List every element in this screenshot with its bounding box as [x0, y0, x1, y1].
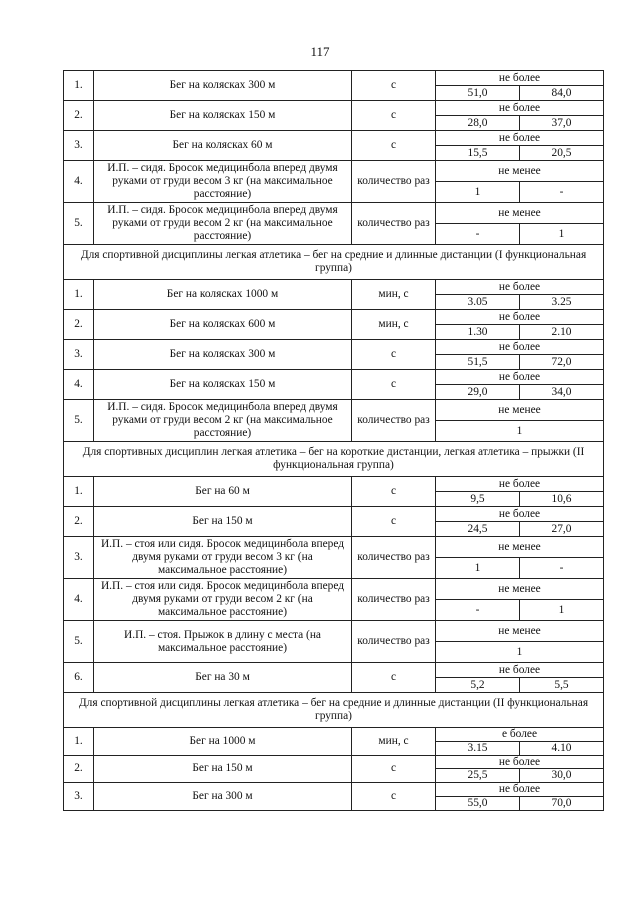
test-name: Бег на колясках 300 м: [94, 340, 352, 370]
norm-value: 30,0: [551, 769, 572, 782]
unit: мин, с: [352, 310, 436, 340]
norm-value: 9,5: [436, 492, 520, 507]
norm-cell: [436, 537, 604, 579]
unit: количество раз: [352, 400, 436, 442]
norm-value: 55,0: [436, 796, 520, 809]
norm-value: 72,0: [551, 355, 572, 368]
row-number: 3.: [64, 537, 94, 579]
norm-value: 84,0: [551, 86, 572, 99]
unit: количество раз: [352, 621, 436, 663]
norm-value: 1.30: [436, 325, 520, 340]
row-number: 2.: [64, 507, 94, 537]
test-name: Бег на колясках 300 м: [94, 71, 352, 101]
row-number: 1.: [64, 728, 94, 756]
norm-header: не более: [436, 280, 603, 295]
table-row: [64, 477, 604, 507]
table-row: [64, 71, 604, 101]
unit: количество раз: [352, 203, 436, 245]
norm-header: не более: [436, 477, 603, 492]
row-number: 1.: [64, 477, 94, 507]
row-number: 5.: [64, 621, 94, 663]
norm-split: [436, 310, 603, 339]
norm-split: [436, 280, 603, 309]
norm-cell: [436, 71, 604, 101]
test-name: Бег на 30 м: [94, 663, 352, 693]
table-body: [64, 71, 604, 811]
row-number: 1.: [64, 71, 94, 101]
norm-value: 25,5: [436, 769, 520, 782]
norm-split: [436, 579, 603, 620]
unit: с: [352, 131, 436, 161]
norm-header: не более: [436, 340, 603, 355]
table-row: [64, 755, 604, 783]
norm-value: -: [436, 224, 520, 245]
table-row: [64, 131, 604, 161]
norm-cell: [436, 507, 604, 537]
norm-header: не более: [436, 370, 603, 385]
norm-cell: [436, 131, 604, 161]
norm-value: 2.10: [551, 325, 572, 338]
norm-split: [436, 71, 603, 100]
norm-value: 1: [558, 603, 565, 616]
norm-value: 70,0: [551, 796, 572, 809]
norm-split: [436, 477, 603, 506]
norm-cell: [436, 400, 604, 442]
table-row: [64, 310, 604, 340]
norm-header: не менее: [436, 621, 603, 642]
norm-cell: [436, 621, 604, 663]
norm-cell: [436, 101, 604, 131]
row-number: 4.: [64, 161, 94, 203]
section-title: Для спортивной дисциплины легкая атлетика – бег на средние и длинные дистанции (I функциональная группа): [64, 245, 604, 280]
norm-value: -: [559, 185, 564, 198]
norm-split: [436, 101, 603, 130]
norm-value: 4.10: [551, 741, 572, 754]
row-number: 3.: [64, 783, 94, 811]
section-header-row: [64, 442, 604, 477]
test-name: Бег на колясках 1000 м: [94, 280, 352, 310]
norm-cell: [436, 663, 604, 693]
table-row: [64, 728, 604, 756]
table-row: [64, 203, 604, 245]
table-row: [64, 621, 604, 663]
norm-header: не более: [436, 71, 603, 86]
test-name: И.П. – стоя или сидя. Бросок медицинбола вперед двумя руками от груди весом 2 кг (на максимальное расстояние): [94, 579, 352, 621]
norm-value: 5,5: [554, 678, 569, 691]
test-name: Бег на 150 м: [94, 507, 352, 537]
norm-header: не менее: [436, 400, 603, 421]
norm-split: [436, 340, 603, 369]
norm-split: [436, 621, 603, 662]
section-title: Для спортивной дисциплины легкая атлетика – бег на средние и длинные дистанции (II функциональная группа): [64, 693, 604, 728]
unit: мин, с: [352, 280, 436, 310]
norm-header: не более: [436, 663, 603, 678]
row-number: 2.: [64, 755, 94, 783]
norm-value: 1: [516, 424, 523, 437]
unit: с: [352, 507, 436, 537]
row-number: 2.: [64, 101, 94, 131]
test-name: Бег на колясках 150 м: [94, 101, 352, 131]
norm-header: не менее: [436, 537, 603, 558]
norm-header: не менее: [436, 579, 603, 600]
norm-value: 10,6: [551, 492, 572, 505]
norm-split: [436, 537, 603, 578]
norm-cell: [436, 477, 604, 507]
unit: с: [352, 71, 436, 101]
norm-header: е более: [436, 728, 603, 741]
unit: количество раз: [352, 161, 436, 203]
norm-value: 1: [436, 182, 520, 203]
norm-cell: [436, 370, 604, 400]
norm-cell: [436, 340, 604, 370]
norm-value: 15,5: [436, 146, 520, 161]
norm-split: [436, 161, 603, 202]
norm-header: не более: [436, 783, 603, 796]
norm-value: 3.25: [551, 295, 572, 308]
norm-cell: [436, 728, 604, 756]
table-row: [64, 579, 604, 621]
norm-cell: [436, 579, 604, 621]
norm-split: [436, 203, 603, 244]
norm-value: 51,5: [436, 355, 520, 370]
table-row: [64, 537, 604, 579]
table-row: [64, 280, 604, 310]
norm-value: 29,0: [436, 385, 520, 400]
section-header-row: [64, 245, 604, 280]
row-number: 1.: [64, 280, 94, 310]
norm-value: -: [559, 561, 564, 574]
standards-table: [63, 70, 604, 811]
norm-split: [436, 756, 603, 783]
norm-value: 5,2: [436, 678, 520, 693]
unit: с: [352, 783, 436, 811]
table-row: [64, 507, 604, 537]
norm-value: 1: [436, 558, 520, 579]
table-row: [64, 161, 604, 203]
table-row: [64, 663, 604, 693]
table-row: [64, 783, 604, 811]
table-row: [64, 370, 604, 400]
test-name: Бег на 300 м: [94, 783, 352, 811]
norm-header: не более: [436, 507, 603, 522]
row-number: 3.: [64, 131, 94, 161]
section-title: Для спортивных дисциплин легкая атлетика – бег на короткие дистанции, легкая атлетика – прыжки (II функциональная группа): [64, 442, 604, 477]
norm-cell: [436, 203, 604, 245]
unit: с: [352, 477, 436, 507]
test-name: Бег на колясках 60 м: [94, 131, 352, 161]
norm-value: 1: [516, 645, 523, 658]
norm-value: 3.15: [436, 741, 520, 754]
norm-header: не более: [436, 101, 603, 116]
row-number: 5.: [64, 400, 94, 442]
test-name: Бег на колясках 150 м: [94, 370, 352, 400]
norm-cell: [436, 310, 604, 340]
norm-split: [436, 663, 603, 692]
norm-value: 51,0: [436, 86, 520, 101]
norm-value: 3.05: [436, 295, 520, 310]
unit: мин, с: [352, 728, 436, 756]
norm-value: 24,5: [436, 522, 520, 537]
norm-cell: [436, 783, 604, 811]
unit: количество раз: [352, 537, 436, 579]
row-number: 2.: [64, 310, 94, 340]
section-header-row: [64, 693, 604, 728]
norm-header: не более: [436, 310, 603, 325]
norm-header: не менее: [436, 161, 603, 182]
norm-value: 34,0: [551, 385, 572, 398]
test-name: И.П. – стоя или сидя. Бросок медицинбола вперед двумя руками от груди весом 3 кг (на максимальное расстояние): [94, 537, 352, 579]
test-name: Бег на 150 м: [94, 755, 352, 783]
page-number: 117: [310, 44, 330, 59]
norm-value: 28,0: [436, 116, 520, 131]
norm-value: 20,5: [551, 146, 572, 159]
test-name: И.П. – стоя. Прыжок в длину с места (на максимальное расстояние): [94, 621, 352, 663]
unit: с: [352, 663, 436, 693]
row-number: 6.: [64, 663, 94, 693]
row-number: 3.: [64, 340, 94, 370]
norm-cell: [436, 161, 604, 203]
row-number: 5.: [64, 203, 94, 245]
row-number: 4.: [64, 579, 94, 621]
unit: количество раз: [352, 579, 436, 621]
unit: с: [352, 370, 436, 400]
norm-value: 37,0: [551, 116, 572, 129]
norm-cell: [436, 280, 604, 310]
norm-split: [436, 783, 603, 810]
norm-split: [436, 370, 603, 399]
unit: с: [352, 340, 436, 370]
norm-cell: [436, 755, 604, 783]
test-name: Бег на 1000 м: [94, 728, 352, 756]
test-name: И.П. – сидя. Бросок медицинбола вперед двумя руками от груди весом 2 кг (на максимальное расстояние): [94, 203, 352, 245]
norm-split: [436, 131, 603, 160]
test-name: Бег на 60 м: [94, 477, 352, 507]
row-number: 4.: [64, 370, 94, 400]
test-name: И.П. – сидя. Бросок медицинбола вперед двумя руками от груди весом 2 кг (на максимальное расстояние): [94, 400, 352, 442]
norm-value: 27,0: [551, 522, 572, 535]
table-row: [64, 400, 604, 442]
norm-split: [436, 728, 603, 755]
norm-header: не менее: [436, 203, 603, 224]
norm-header: не более: [436, 756, 603, 769]
unit: с: [352, 101, 436, 131]
norm-value: 1: [558, 227, 565, 240]
norm-header: не более: [436, 131, 603, 146]
test-name: И.П. – сидя. Бросок медицинбола вперед двумя руками от груди весом 3 кг (на максимальное расстояние): [94, 161, 352, 203]
norm-split: [436, 507, 603, 536]
unit: с: [352, 755, 436, 783]
test-name: Бег на колясках 600 м: [94, 310, 352, 340]
norm-value: -: [436, 600, 520, 621]
table-row: [64, 340, 604, 370]
table-row: [64, 101, 604, 131]
norm-split: [436, 400, 603, 441]
